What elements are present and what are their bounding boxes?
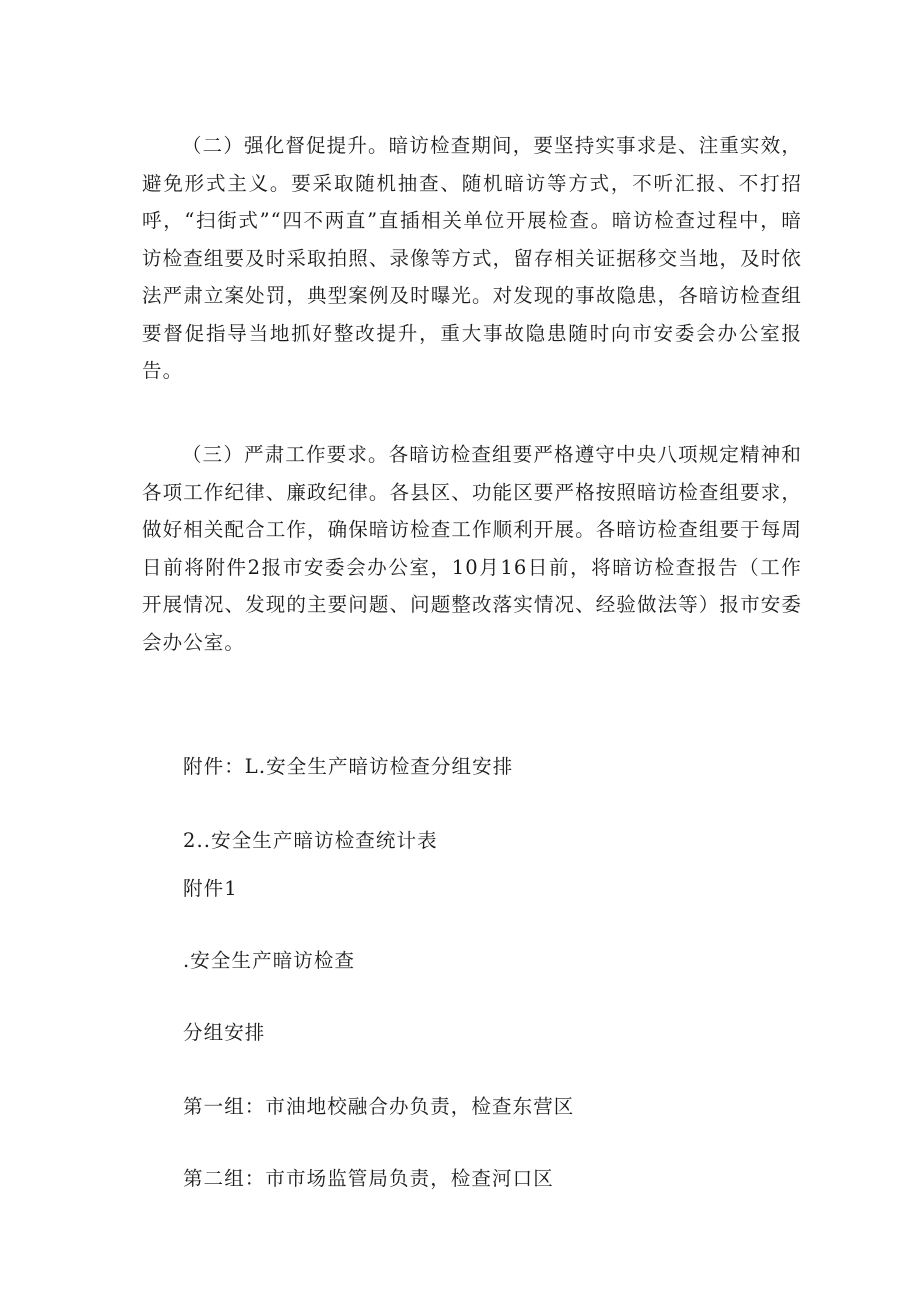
group-item-2: 第二组：市市场监管局负责，检查河口区 [183,1167,554,1190]
attachment-item-2: 2..安全生产暗访检查统计表 [183,829,438,852]
paragraph-strengthen-supervision: （二）强化督促提升。暗访检查期间，要坚持实事求是、注重实效，避免形式主义。要采取随机抽查、随机暗访等方式，不听汇报、不打招呼，“扫街式”“四不两直”直插相关单位开展检查。暗访检查过程中，暗访检查组要及时采取拍照、录像等方式，留存相关证据移交当地，及时依法严肃立案处罚，典型案例及时曝光。对发现的事故隐患，各暗访检查组要督促指导当地抓好整改提升，重大事故隐患随时向市安委会办公室报告。 [142,134,802,382]
appendix-title-line1: .安全生产暗访检查 [183,949,356,972]
appendix-label: 附件1 [183,877,238,900]
group-item-1: 第一组：市油地校融合办负责，检查东营区 [183,1095,575,1118]
attachment-item-1: 附件：L.安全生产暗访检查分组安排 [183,755,514,778]
paragraph-work-requirements: （三）严肃工作要求。各暗访检查组要严格遵守中央八项规定精神和各项工作纪律、廉政纪律。各县区、功能区要严格按照暗访检查组要求，做好相关配合工作，确保暗访检查工作顺利开展。各暗访检查组要于每周日前将附件2报市安委会办公室，10月16日前，将暗访检查报告（工作开展情况、发现的主要问题、问题整改落实情况、经验做法等）报市安委会办公室。 [142,443,802,654]
appendix-title-line2: 分组安排 [183,1021,266,1044]
